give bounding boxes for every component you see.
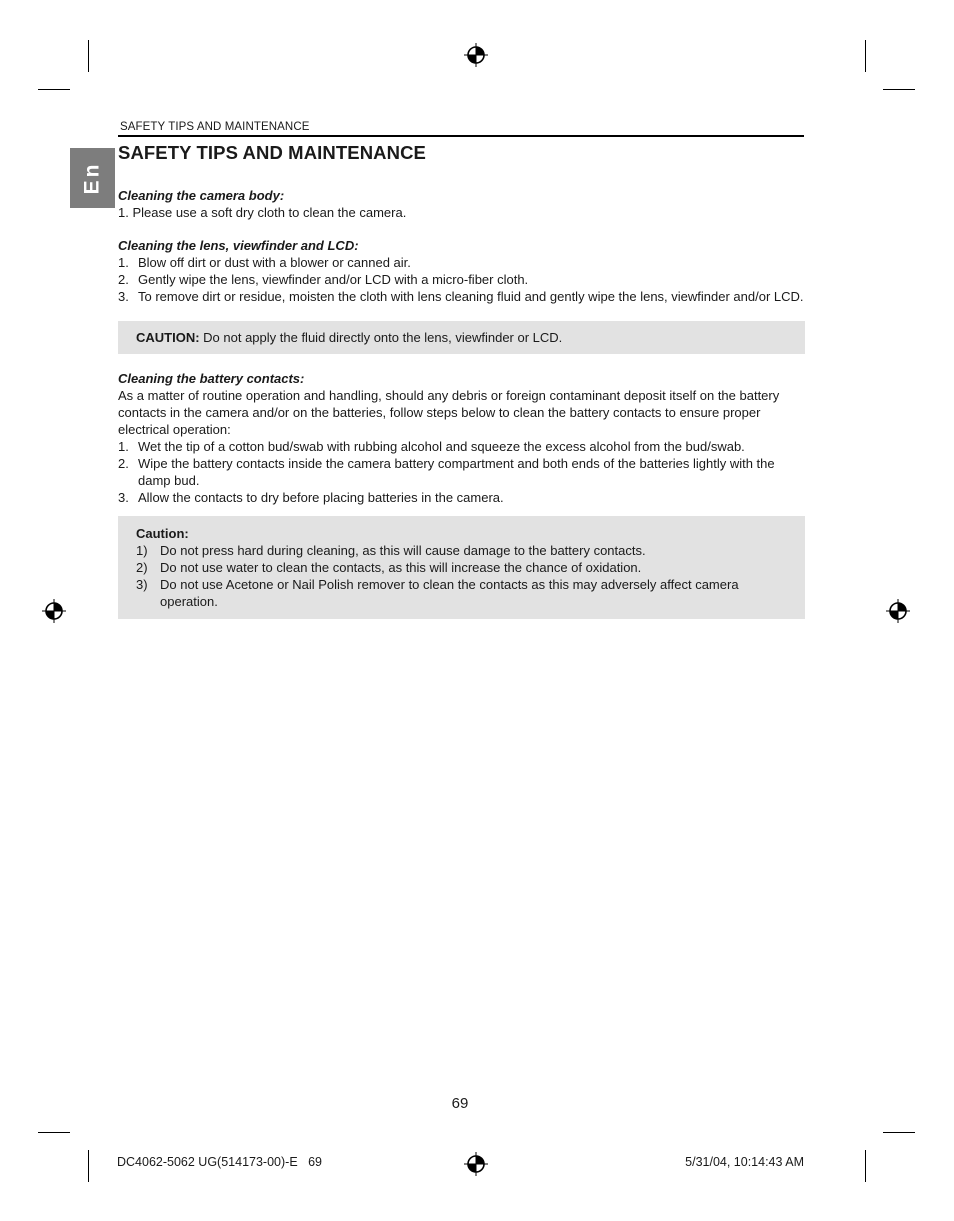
section-battery (118, 370, 806, 506)
list-item (136, 559, 787, 576)
main-content (118, 141, 806, 635)
list-number: 1. (118, 439, 129, 454)
page-title: SAFETY TIPS AND MAINTENANCE (118, 142, 426, 163)
list-item (118, 271, 806, 288)
header-rule (118, 135, 804, 137)
language-tab-label: En (80, 161, 104, 195)
caution-box-lens (118, 321, 805, 354)
registration-mark-icon (464, 1152, 488, 1176)
lens-steps-list (118, 254, 806, 305)
list-text: To remove dirt or residue, moisten the cloth with lens cleaning fluid and gently wipe the lens, viewfinder and/or LCD. (138, 289, 804, 304)
list-item (118, 288, 806, 305)
section-lens (118, 237, 806, 305)
crop-mark (88, 1150, 89, 1182)
caution-list (136, 542, 787, 610)
list-text: Wipe the battery contacts inside the camera battery compartment and both ends of the batteries lightly with the damp bud. (138, 456, 775, 488)
list-text: Gently wipe the lens, viewfinder and/or LCD with a micro-fiber cloth. (138, 272, 529, 287)
list-text: Allow the contacts to dry before placing batteries in the camera. (138, 490, 504, 505)
crop-mark (38, 89, 70, 90)
list-item (118, 489, 806, 506)
crop-mark (883, 89, 915, 90)
battery-steps-list (118, 438, 806, 506)
list-item (118, 254, 806, 271)
list-number: 1) (136, 543, 148, 558)
list-number: 3. (118, 490, 129, 505)
body-text: 1. Please use a soft dry cloth to clean the camera. (118, 205, 407, 220)
list-item (118, 438, 806, 455)
list-item (136, 542, 787, 559)
list-text: Do not use water to clean the contacts, as this will increase the chance of oxidation. (160, 560, 642, 575)
list-item (136, 576, 787, 610)
body-text: As a matter of routine operation and handling, should any debris or foreign contaminant deposit itself on the battery contacts in the camera and/or on the batteries, follow steps below to clean the battery contacts to ensure proper electrical operation: (118, 388, 780, 437)
crop-mark (865, 40, 866, 72)
registration-mark-icon (42, 599, 66, 623)
section-heading: Cleaning the lens, viewfinder and LCD: (118, 238, 359, 253)
crop-mark (88, 40, 89, 72)
list-number: 2. (118, 456, 129, 471)
list-text: Wet the tip of a cotton bud/swab with rubbing alcohol and squeeze the excess alcohol from the bud/swab. (138, 439, 745, 454)
running-head: SAFETY TIPS AND MAINTENANCE (120, 121, 310, 133)
list-number: 3) (136, 577, 148, 592)
crop-mark (883, 1132, 915, 1133)
registration-mark-icon (886, 599, 910, 623)
caution-text: Do not apply the fluid directly onto the lens, viewfinder or LCD. (199, 330, 563, 345)
crop-mark (865, 1150, 866, 1182)
section-heading: Cleaning the battery contacts: (118, 371, 305, 386)
section-camera-body (118, 187, 806, 221)
footer-timestamp: 5/31/04, 10:14:43 AM (685, 1155, 804, 1169)
caution-box-battery (118, 516, 805, 619)
list-item (118, 455, 806, 489)
page-number: 69 (451, 1095, 469, 1112)
list-number: 1. (118, 255, 129, 270)
footer-file-info: DC4062-5062 UG(514173-00)-E 69 (117, 1155, 322, 1169)
list-text: Blow off dirt or dust with a blower or canned air. (138, 255, 411, 270)
caution-label: CAUTION: (136, 330, 200, 345)
list-text: Do not use Acetone or Nail Polish remover to clean the contacts as this may adversely affect camera operation. (160, 577, 739, 609)
crop-mark (38, 1132, 70, 1133)
caution-label: Caution: (136, 526, 189, 541)
list-number: 2) (136, 560, 148, 575)
section-heading: Cleaning the camera body: (118, 188, 285, 203)
list-number: 3. (118, 289, 129, 304)
list-text: Do not press hard during cleaning, as this will cause damage to the battery contacts. (160, 543, 646, 558)
language-tab (70, 148, 115, 208)
list-number: 2. (118, 272, 129, 287)
registration-mark-icon (464, 43, 488, 67)
